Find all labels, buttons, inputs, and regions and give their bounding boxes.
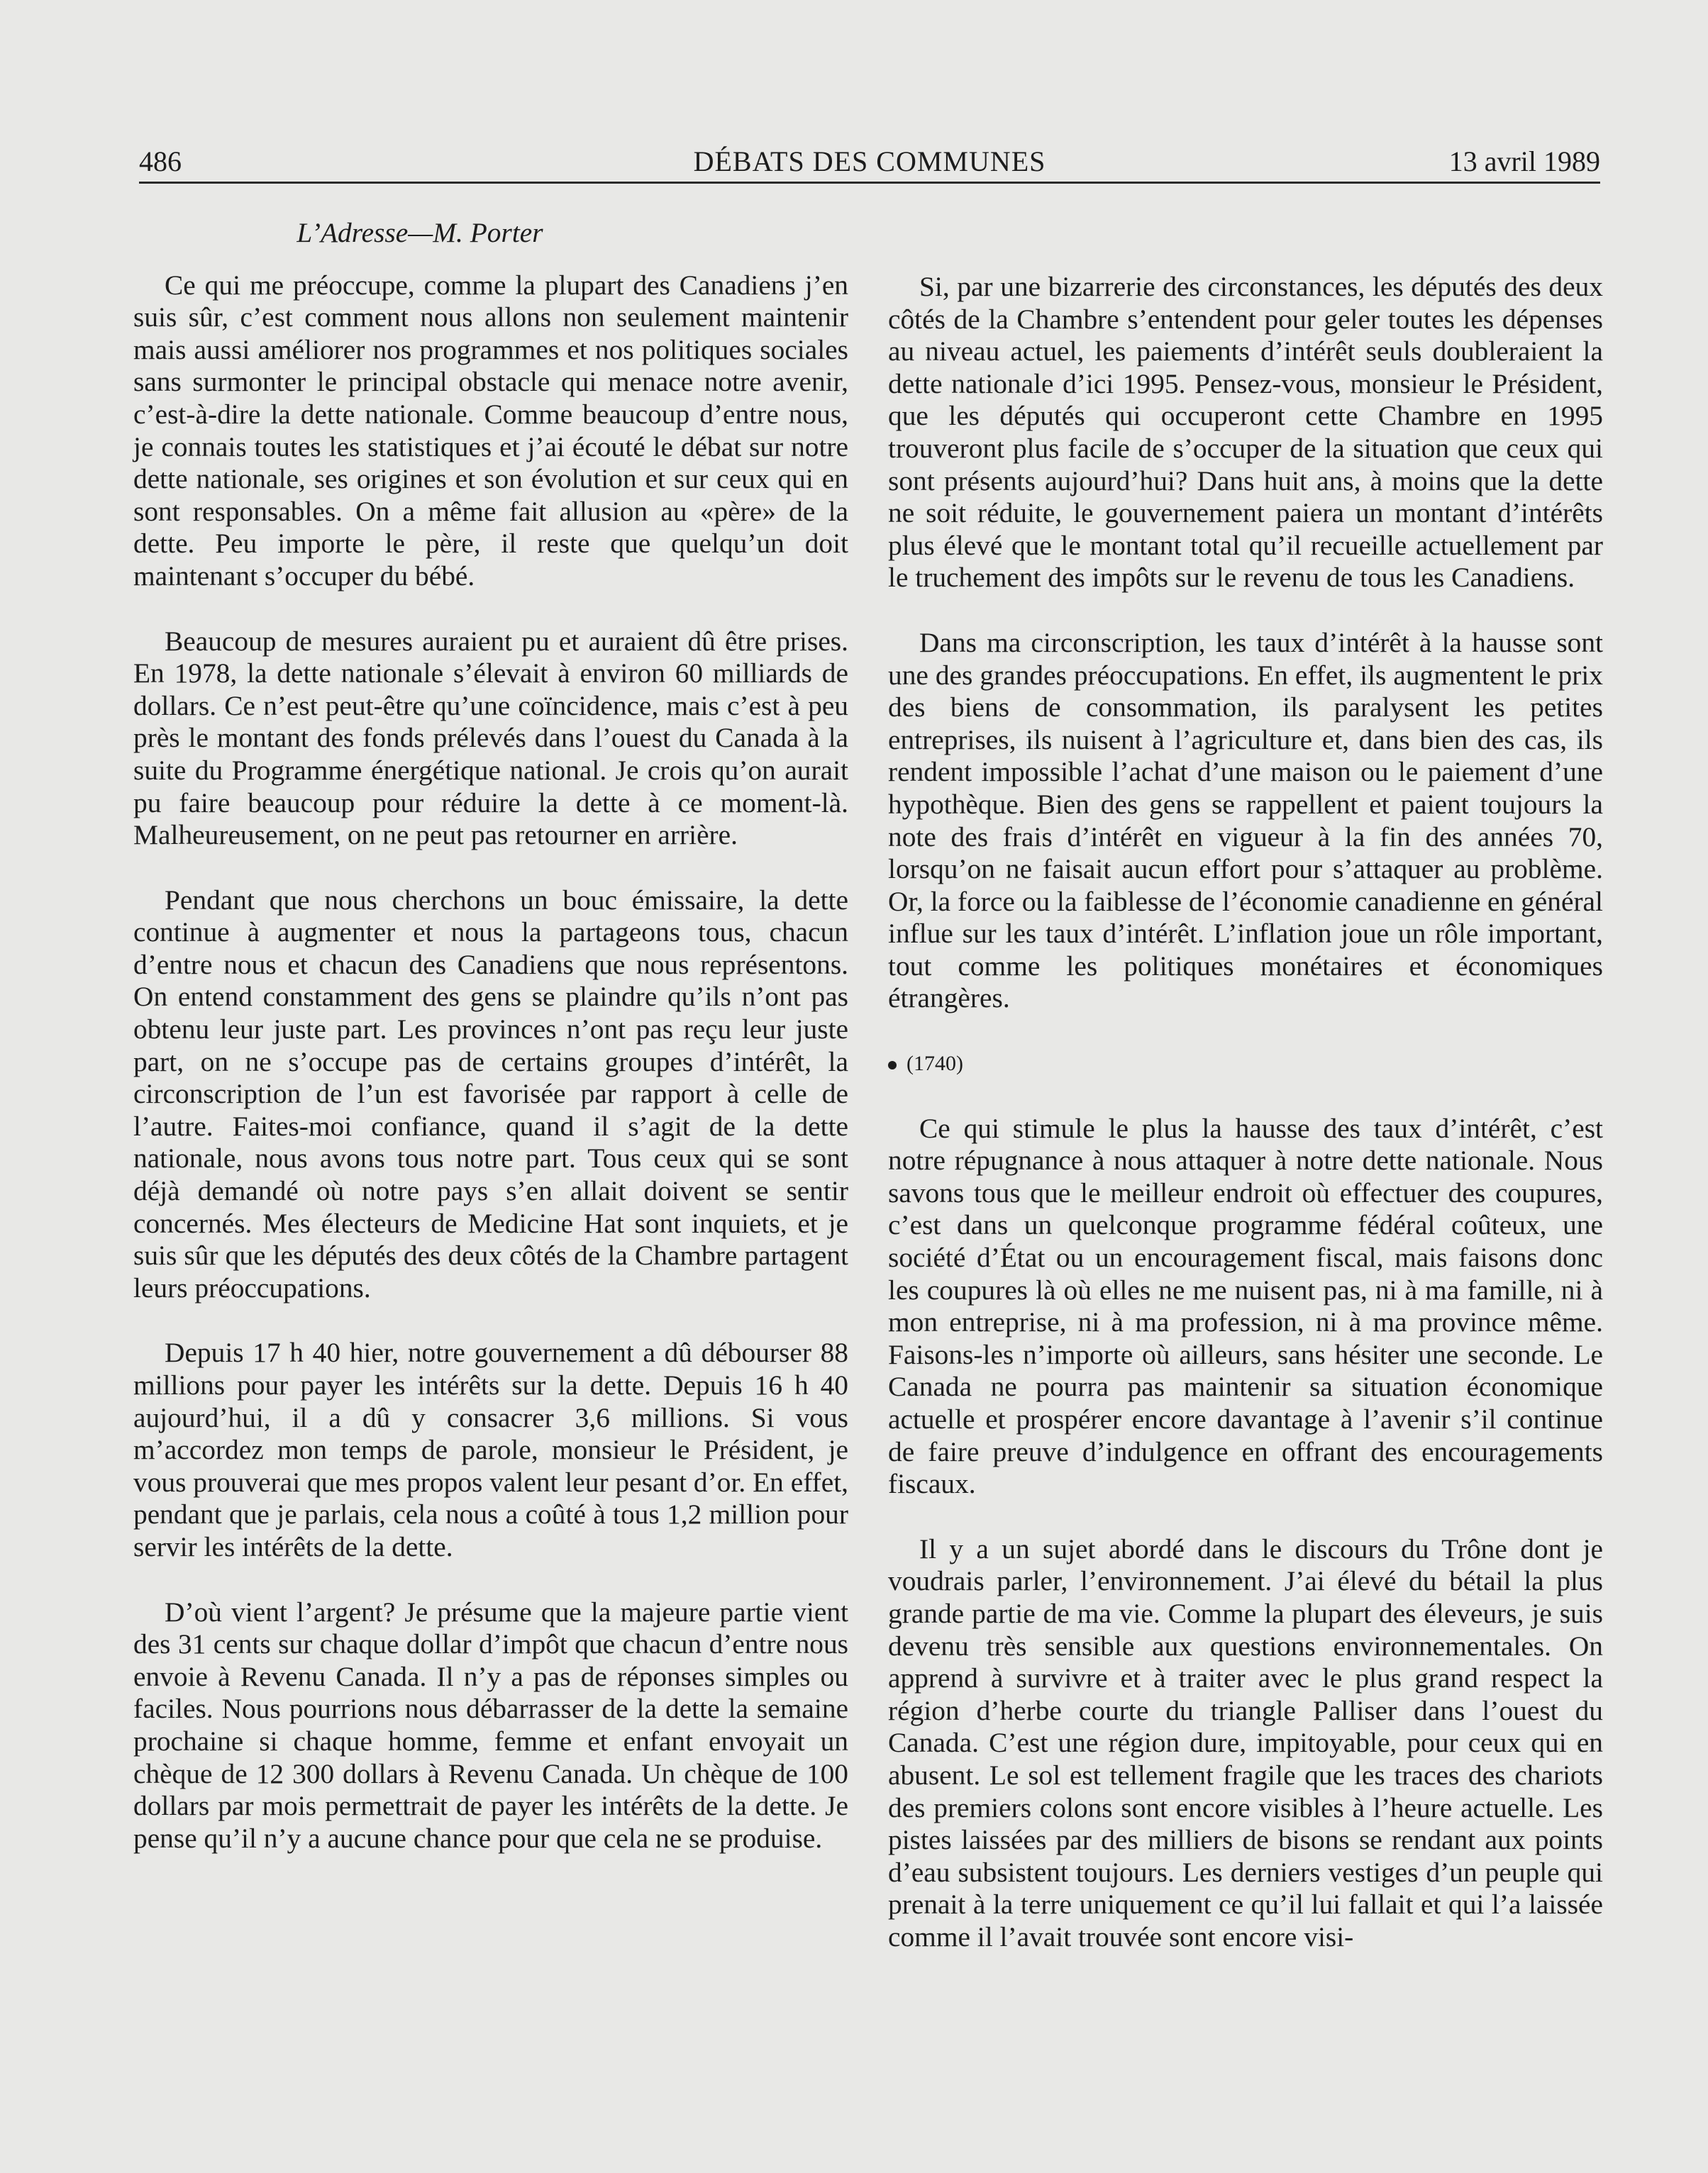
right-column bbox=[888, 271, 1603, 1986]
page-number: 486 bbox=[139, 145, 182, 177]
paragraph: Ce qui me préoccupe, comme la plupart des Canadiens j’en suis sûr, c’est comment nous allons non seulement maintenir mais aussi améliorer nos programmes et nos politiques sociales sans surmonter le principal obstacle qui menace notre avenir, c’est-à-dire la dette nationale. Comme beaucoup d’entre nous, je connais toutes les statistiques et j’ai écouté le débat sur notre dette nationale, ses origines et son évolution et sur ceux qui en sont responsables. On a même fait allusion au «père» de la dette. Peu importe le père, il reste que quelqu’un doit maintenant s’occuper du bébé. bbox=[133, 269, 848, 591]
paragraph: D’où vient l’argent? Je présume que la majeure partie vient des 31 cents sur chaque dollar d’impôt que chacun d’entre nous envoie à Revenu Canada. Il n’y a pas de réponses simples ou faciles. Nous pourrions nous débarrasser de la dette la semaine prochaine si chaque homme, femme et enfant envoyait un chèque de 12 300 dollars à Revenu Canada. Un chèque de 100 dollars par mois permettrait de payer les intérêts de la dette. Je pense qu’il n’y a aucune chance pour que cela ne se produise. bbox=[133, 1596, 848, 1854]
paragraph: Beaucoup de mesures auraient pu et auraient dû être prises. En 1978, la dette nationale s’élevait à environ 60 milliards de dollars. Ce n’est peut-être qu’une coïncidence, mais c’est à peu près le montant des fonds prélevés dans l’ouest du Canada à la suite du Programme énergétique national. Je crois qu’on aurait pu faire beaucoup pour réduire la dette à ce moment-là. Malheureusement, on ne peut pas retourner en arrière. bbox=[133, 625, 848, 851]
paragraph: Pendant que nous cherchons un bouc émissaire, la dette continue à augmenter et nous la partageons tous, chacun d’entre nous et chacun des Canadiens que nous représentons. On entend constamment des gens se plaindre qu’ils n’ont pas obtenu leur juste part. Les provinces n’ont pas reçu leur juste part, on ne s’occupe pas de certains groupes d’intérêt, la circonscription de l’un est favorisée par rapport à celle de l’autre. Faites-moi confiance, quand il s’agit de la dette nationale, nous avons tous notre part. Tous ceux qui se sont déjà demandé où notre pays s’en allait doivent se sentir concernés. Mes électeurs de Medicine Hat sont inquiets, et je suis sûr que les députés des deux côtés de la Chambre partagent leurs préoccupations. bbox=[133, 884, 848, 1304]
paragraph: Depuis 17 h 40 hier, notre gouvernement a dû débourser 88 millions pour payer les intérêts sur la dette. Depuis 16 h 40 aujourd’hui, il a dû y consacrer 3,6 millions. Si vous m’accordez mon temps de parole, monsieur le Président, je vous prouverai que mes propos valent leur pesant d’or. En effet, pendant que je parlais, cela nous a coûté à tous 1,2 million pour servir les intérêts de la dette. bbox=[133, 1337, 848, 1562]
page-header bbox=[139, 139, 1600, 184]
timestamp-marker bbox=[888, 1047, 1603, 1080]
paragraph: Si, par une bizarrerie des circonstances, les députés des deux côtés de la Chambre s’entendent pour geler toutes les dépenses au niveau actuel, les paiements d’intérêt seuls doubleraient la dette nationale d’ici 1995. Pensez-vous, monsieur le Président, que les députés qui occuperont cette Chambre en 1995 trouveront plus facile de s’occuper de la situation que ceux qui sont présents aujourd’hui? Dans huit ans, à moins que la dette ne soit réduite, le gouvernement paiera un montant d’intérêts plus élevé que le montant total qu’il recueille actuellement par le truchement des impôts sur le revenu de tous les Canadiens. bbox=[888, 271, 1603, 594]
bullet-icon bbox=[888, 1061, 897, 1069]
paragraph: Ce qui stimule le plus la hausse des taux d’intérêt, c’est notre répugnance à nous attaquer à notre dette nationale. Nous savons tous que le meilleur endroit où effectuer des coupures, c’est dans un quelconque programme fédéral coûteux, une société d’État ou un encouragement fiscal, mais faisons donc les coupures là où elles ne me nuisent pas, ni à ma famille, ni à mon entreprise, ni à ma profession, ni à ma province même. Faisons-les n’importe où ailleurs, sans hésiter une seconde. Le Canada ne pourra pas maintenir sa situation économique actuelle et prospérer encore davantage à l’avenir s’il continue de faire preuve d’indulgence en offrant des encouragements fiscaux. bbox=[888, 1112, 1603, 1500]
paragraph: Il y a un sujet abordé dans le discours du Trône dont je voudrais parler, l’environnement. J’ai élevé du bétail la plus grande partie de ma vie. Comme la plupart des éleveurs, je suis devenu très sensible aux questions environnementales. On apprend à survivre et à traiter avec le plus grand respect la région d’herbe courte du triangle Palliser dans l’ouest du Canada. C’est une région dure, impitoyable, pour ceux qui en abusent. Le sol est tellement fragile que les traces des chariots des premiers colons sont encore visibles à l’heure actuelle. Les pistes laissées par des milliers de bisons se rendant aux points d’eau subsistent toujours. Les derniers vestiges d’un peuple qui prenait à la terre uniquement ce qu’il lui fallait et qui l’a laissée comme il l’avait trouvée sont encore visi- bbox=[888, 1533, 1603, 1952]
section-title: L’Adresse—M. Porter bbox=[296, 217, 543, 248]
timestamp-text: (1740) bbox=[906, 1052, 963, 1076]
publication-title: DÉBATS DES COMMUNES bbox=[693, 145, 1046, 177]
left-column bbox=[133, 213, 848, 1887]
publication-date: 13 avril 1989 bbox=[1448, 145, 1600, 177]
paragraph: Dans ma circonscription, les taux d’intérêt à la hausse sont une des grandes préoccupations. En effet, ils augmentent le prix des biens de consommation, ils paralysent les petites entreprises, ils nuisent à l’agriculture et, dans bien des cas, ils rendent impossible l’achat d’une maison ou le paiement d’une hypothèque. Bien des gens se rappellent et paient toujours la note des frais d’intérêt en vigueur à la fin des années 70, lorsqu’on ne faisait aucun effort pour s’attaquer au problème. Or, la force ou la faiblesse de l’économie canadienne en général influe sur les taux d’intérêt. L’inflation joue un rôle important, tout comme les politiques monétaires et économiques étrangères. bbox=[888, 626, 1603, 1014]
